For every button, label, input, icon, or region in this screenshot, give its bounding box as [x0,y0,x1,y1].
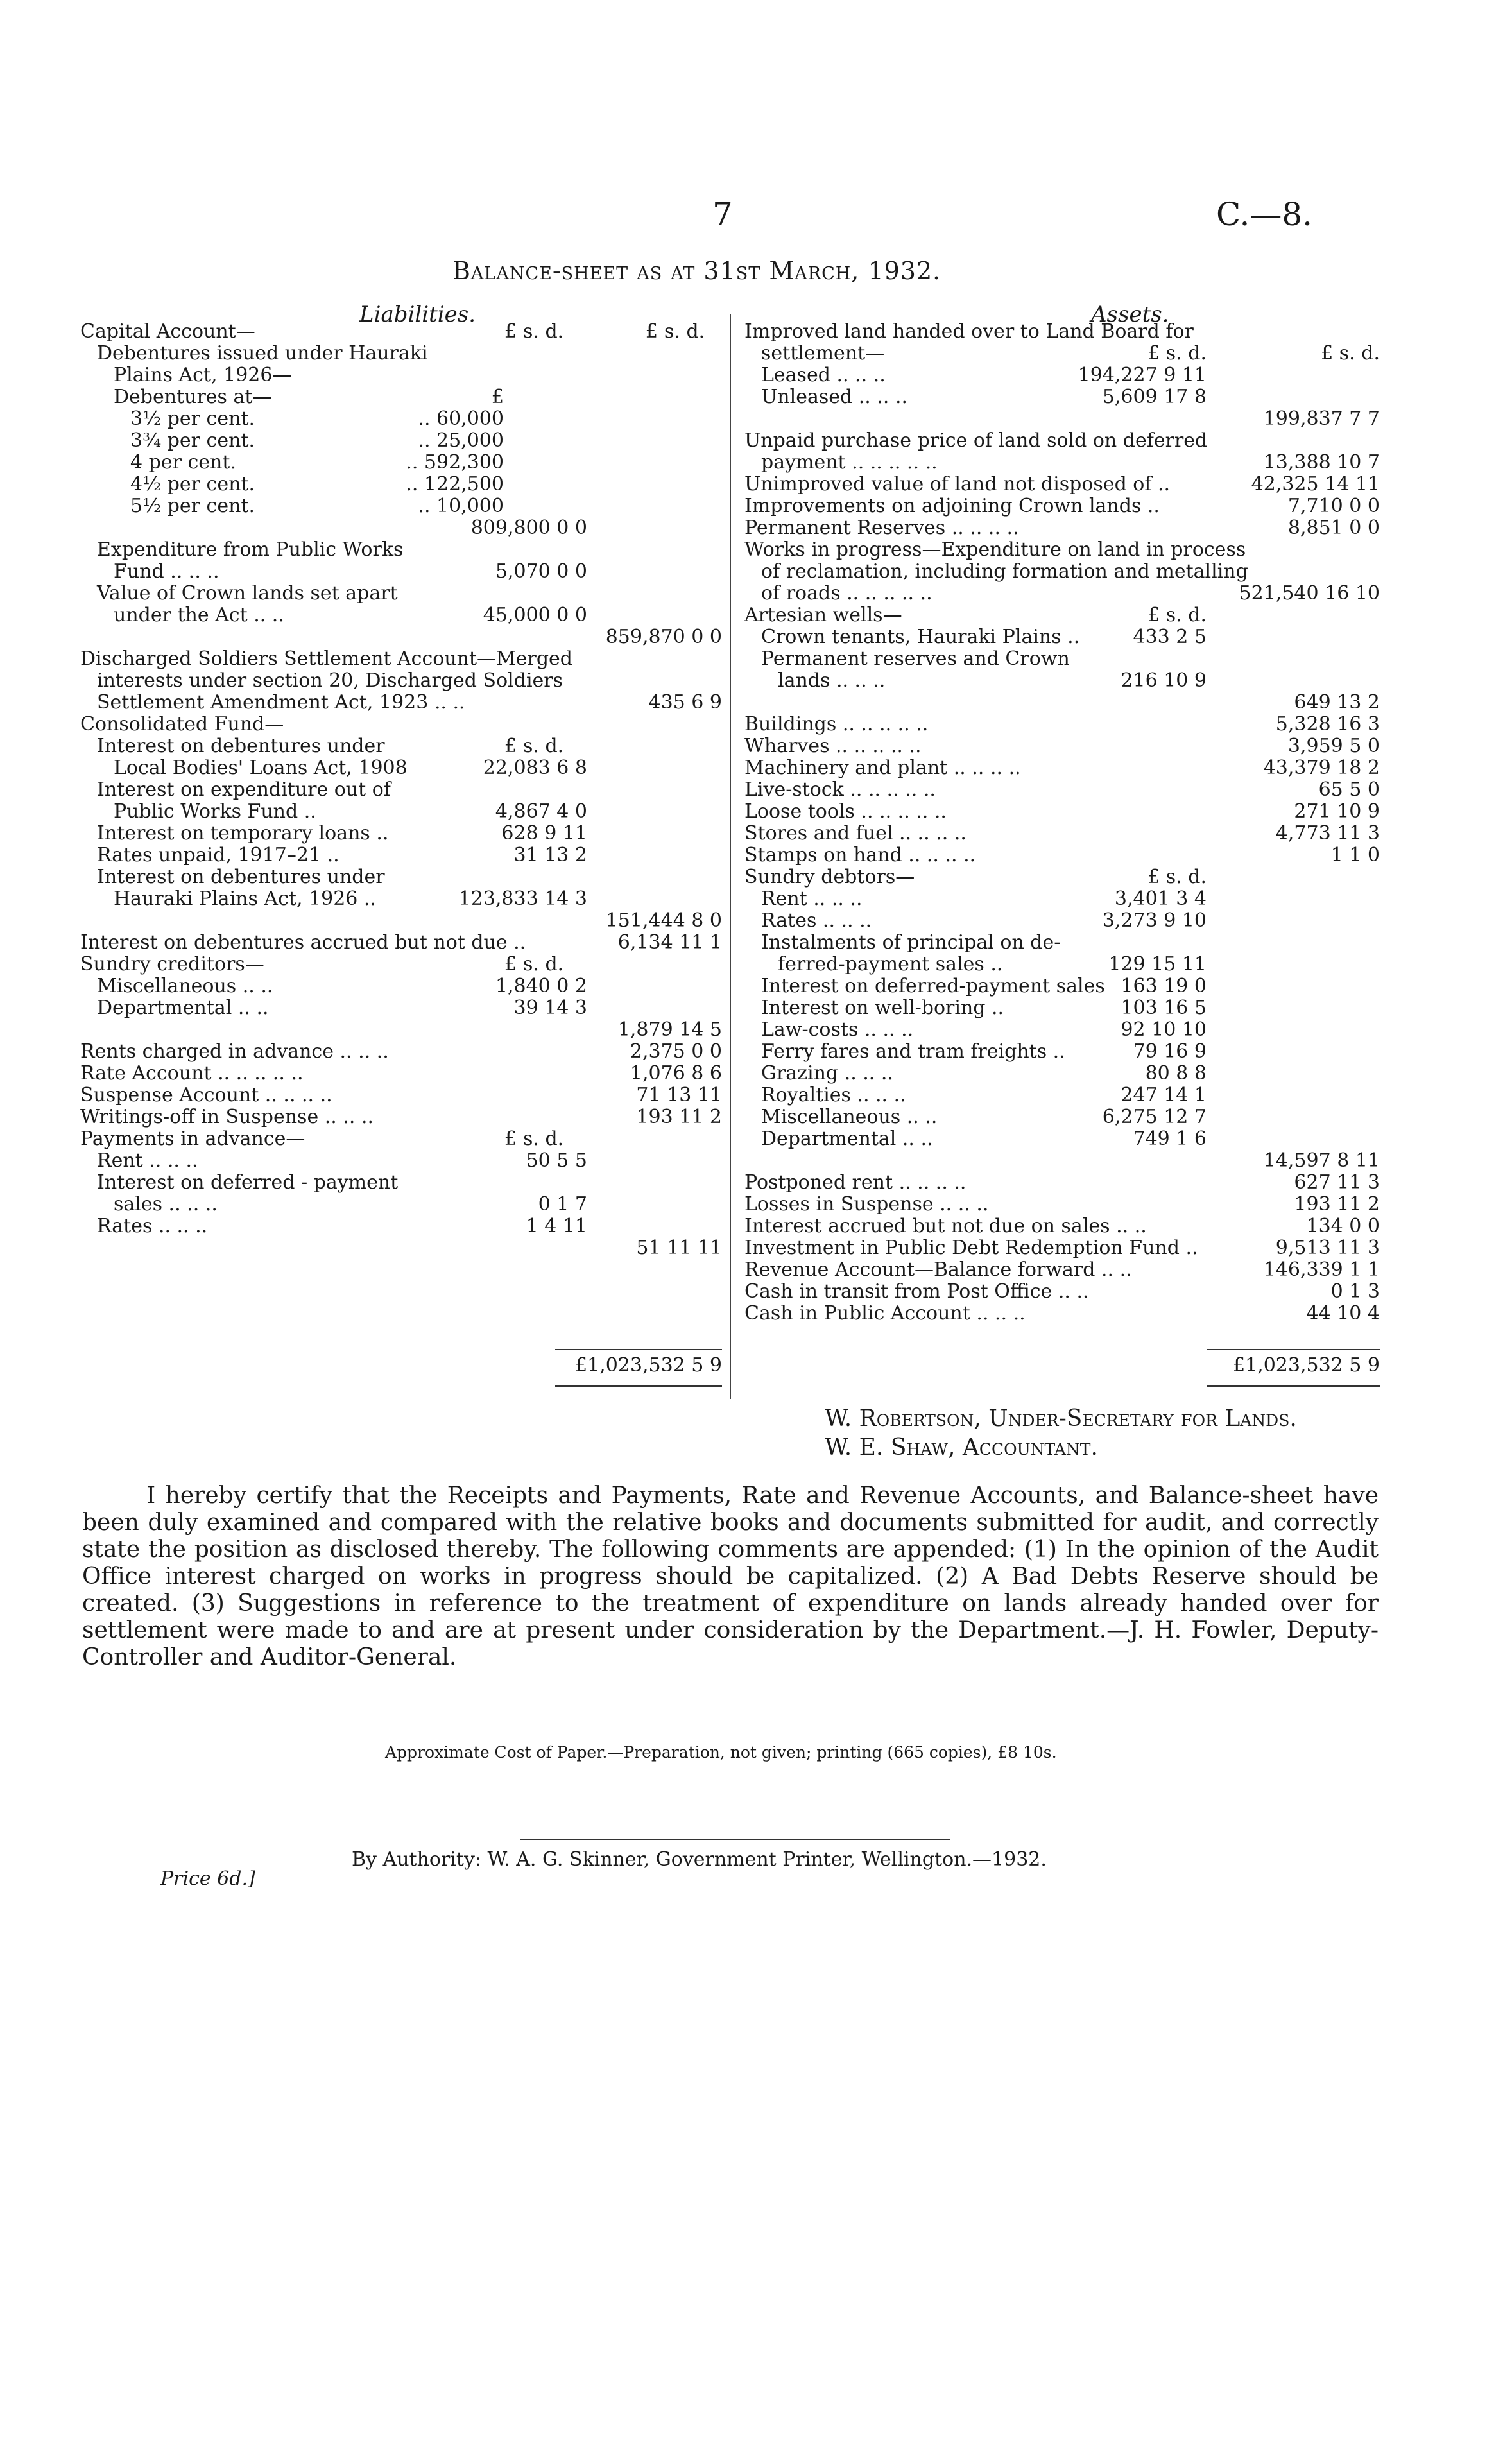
row-label: Permanent Reserves .. .. .. .. [744,517,1019,539]
printer-authority: By Authority: W. A. G. Skinner, Government Printer, Wellington.—1932. [352,1848,1047,1871]
row-amount: 1 1 0 [1330,844,1380,866]
assets-row [744,757,1386,779]
row-label: Interest on deferred-payment sales [761,975,1105,997]
row-amount: 271 10 9 [1294,800,1380,823]
row-label: Leased .. .. .. [761,364,886,386]
assets-heading: Assets. [1091,302,1169,327]
liabilities-row [80,343,722,365]
row-label: Rate Account .. .. .. .. .. [80,1062,304,1085]
liabilities-row [80,626,722,648]
row-amount: 123,833 14 3 [458,888,587,910]
row-label: ferred-payment sales .. [778,953,1003,975]
row-sub-amount: £ s. d. [1147,604,1207,626]
row-amount: 3,959 5 0 [1287,735,1380,757]
row-label: Local Bodies' Loans Act, 1908 [114,757,408,779]
liabilities-row [80,714,722,735]
row-amount: 22,083 6 8 [483,757,587,779]
document-reference: C.—8. [1216,196,1313,233]
row-total-amount: 6,134 11 1 [617,931,722,954]
liabilities-row [80,1150,722,1172]
liabilities-row [80,779,722,801]
liabilities-row [80,1194,722,1215]
assets-row [744,866,1386,888]
assets-row [744,1215,1386,1237]
liabilities-row [80,561,722,583]
row-amount: 8,851 0 0 [1287,517,1380,539]
assets-row [744,386,1386,408]
liabilities-row [80,605,722,626]
row-label: Machinery and plant .. .. .. .. [744,757,1021,779]
row-amount: 0 1 3 [1330,1280,1380,1303]
row-label: Departmental .. .. [761,1128,933,1150]
liabilities-row [80,866,722,888]
row-label: Rates .. .. .. [97,1215,208,1237]
row-label: Permanent reserves and Crown [761,648,1070,670]
row-amount: 199,837 7 7 [1263,408,1380,430]
row-label: Sundry debtors— [744,866,915,888]
assets-row [744,997,1386,1019]
row-label: Debentures issued under Hauraki [97,342,428,365]
sd-header: s. d. [523,1128,564,1150]
row-total-amount: 435 6 9 [648,691,722,714]
row-amount: 13,388 10 7 [1263,451,1380,474]
row-label: Rents charged in advance .. .. .. [80,1040,389,1063]
row-label: Unimproved value of land not disposed of .. [744,473,1171,495]
liabilities-row [80,692,722,714]
price: Price 6d.] [160,1867,255,1890]
assets-row [744,932,1386,954]
liabilities-row [80,1237,722,1259]
row-label: Rent .. .. .. [761,888,863,910]
row-label: 3½ per cent. [130,408,255,430]
liabilities-row [80,888,722,910]
row-amount: 14,597 8 11 [1263,1149,1380,1172]
liabilities-row [80,583,722,605]
row-label: Interest on debentures under [97,735,385,757]
page-title: Balance-sheet as at 31st March, 1932. [452,257,941,285]
sd-header: s. d. [523,320,564,343]
row-label: Rent .. .. .. [97,1149,198,1172]
row-sub-amount: 5,609 17 8 [1102,386,1207,408]
row-label: Hauraki Plains Act, 1926 .. [114,888,376,910]
assets-row [744,605,1386,626]
assets-row [744,975,1386,997]
assets-row [744,1281,1386,1303]
authority-rule [520,1839,950,1840]
liabilities-row [80,1215,722,1237]
assets-row [744,735,1386,757]
liabilities-row [80,932,722,954]
row-label: Interest on well-boring .. [761,997,1004,1019]
row-total-amount: 1,879 14 5 [617,1018,722,1041]
assets-row [744,365,1386,386]
row-label: Wharves .. .. .. .. .. [744,735,922,757]
row-label: Grazing .. .. .. [761,1062,893,1085]
row-sub-amount: 79 16 9 [1133,1040,1207,1063]
row-amount: 50 5 5 [526,1149,587,1172]
row-label: Live-stock .. .. .. .. .. [744,778,936,801]
sd-header: s. d. [523,953,564,975]
assets-total-rule-top [1207,1349,1380,1350]
liabilities-row [80,321,722,343]
row-label: Postponed rent .. .. .. .. [744,1171,966,1194]
assets-row [744,779,1386,801]
liabilities-row [80,845,722,866]
row-amount: £ s. d. [1321,342,1380,365]
row-total-amount: 71 13 11 [636,1084,722,1106]
assets-row [744,626,1386,648]
row-label: of roads .. .. .. .. .. [761,582,932,605]
row-amount: 65 5 0 [1318,778,1380,801]
row-sub-amount: 216 10 9 [1121,669,1207,692]
assets-row [744,954,1386,975]
row-sub-amount: 129 15 11 [1108,953,1207,975]
row-sub-amount: 247 14 1 [1121,1084,1207,1106]
liabilities-row [80,452,722,474]
row-label: 3¾ per cent. [130,429,255,452]
row-amount: 9,513 11 3 [1275,1237,1380,1259]
row-label: Cash in transit from Post Office .. .. [744,1280,1089,1303]
row-sub-amount: .. 25,000 [418,429,504,452]
liabilities-row [80,823,722,845]
row-label: Improvements on adjoining Crown lands .. [744,495,1160,517]
assets-row [744,343,1386,365]
row-amount: 134 0 0 [1306,1215,1380,1237]
row-amount: 0 1 7 [538,1193,587,1215]
row-label: Stores and fuel .. .. .. .. [744,822,966,845]
row-amount: 7,710 0 0 [1287,495,1380,517]
row-amount: 521,540 16 10 [1239,582,1380,605]
assets-row [744,430,1386,452]
row-total-amount: 193 11 2 [636,1106,722,1128]
row-label: 4 per cent. [130,451,236,474]
row-label: Debentures at— [114,386,272,408]
row-amount: 1 4 11 [526,1215,587,1237]
row-label: Crown tenants, Hauraki Plains .. [761,626,1080,648]
row-amount: 42,325 14 11 [1251,473,1380,495]
assets-row [744,801,1386,823]
row-label: Stamps on hand .. .. .. .. [744,844,976,866]
row-label: Interest accrued but not due on sales .. .. [744,1215,1147,1237]
row-label: Investment in Public Debt Redemption Fund .. [744,1237,1198,1259]
row-sub-amount: £ s. d. [1147,866,1207,888]
liabilities-row [80,539,722,561]
liabilities-row [80,757,722,779]
row-label: Unleased .. .. .. [761,386,908,408]
row-sub-amount: 92 10 10 [1121,1018,1207,1041]
assets-row [744,474,1386,495]
assets-row [744,452,1386,474]
liabilities-row [80,474,722,495]
column-divider [730,314,731,1399]
row-label: Losses in Suspense .. .. .. [744,1193,989,1215]
row-label: Departmental .. .. [97,997,269,1019]
row-label: Interest on deferred - payment [97,1171,399,1194]
row-label: of reclamation, including formation and metalling [761,560,1248,583]
row-label: Interest on debentures under [97,866,385,888]
row-label: payment .. .. .. .. .. [761,451,938,474]
sd-header: s. d. [523,735,564,757]
pounds-header: £ [645,320,658,343]
row-label: Artesian wells— [744,604,902,626]
row-sub-amount: 3,401 3 4 [1114,888,1207,910]
row-sub-amount: 194,227 9 11 [1078,364,1207,386]
assets-row [744,1259,1386,1281]
row-total-amount: 51 11 11 [636,1237,722,1259]
row-label: Public Works Fund .. [114,800,316,823]
row-label: Settlement Amendment Act, 1923 .. .. [97,691,465,714]
liabilities-row [80,495,722,517]
assets-row [744,1303,1386,1325]
audit-certificate [82,1482,1379,1671]
row-sub-amount: 6,275 12 7 [1102,1106,1207,1128]
liabilities-total: £1,023,532 5 9 [574,1354,722,1377]
row-label: Consolidated Fund— [80,713,284,735]
assets-row [744,823,1386,845]
row-label: Rates .. .. .. [761,909,872,932]
row-amount: 39 14 3 [513,997,587,1019]
row-amount: 809,800 0 0 [470,517,587,539]
liabilities-row [80,997,722,1019]
assets-row [744,692,1386,714]
row-amount: 193 11 2 [1294,1193,1380,1215]
row-sub-amount: 3,273 9 10 [1102,909,1207,932]
liabilities-table [80,321,722,1259]
assets-row [744,1237,1386,1259]
row-amount: 627 11 3 [1294,1171,1380,1194]
liabilities-row [80,735,722,757]
assets-row [744,648,1386,670]
assets-row [744,583,1386,605]
row-label: Interest on expenditure out of [97,778,391,801]
assets-row [744,1106,1386,1128]
sd-header: s. d. [664,320,705,343]
assets-row [744,495,1386,517]
assets-row [744,910,1386,932]
row-label: Instalments of principal on de- [761,931,1061,954]
row-label: Interest on temporary loans .. [97,822,389,845]
assets-row [744,561,1386,583]
liabilities-row [80,517,722,539]
row-total-amount: 859,870 0 0 [605,626,722,648]
assets-row [744,1085,1386,1106]
approximate-cost: Approximate Cost of Paper.—Preparation, not given; printing (665 copies), £8 10s. [385,1743,1057,1762]
row-label: Rates unpaid, 1917–21 .. [97,844,339,866]
row-label: Ferry fares and tram freights .. [761,1040,1065,1063]
row-label: Value of Crown lands set apart [97,582,398,605]
row-label: Cash in Public Account .. .. .. [744,1302,1026,1325]
assets-row [744,1150,1386,1172]
row-amount: 1,840 0 2 [495,975,587,997]
row-sub-amount: 749 1 6 [1133,1128,1207,1150]
row-amount: 4,773 11 3 [1275,822,1380,845]
row-label: Law-costs .. .. .. [761,1018,914,1041]
liabilities-row [80,801,722,823]
assets-row [744,1172,1386,1194]
row-label: Suspense Account .. .. .. .. [80,1084,332,1106]
assets-row [744,888,1386,910]
assets-row [744,1128,1386,1150]
row-amount: 45,000 0 0 [483,604,587,626]
liabilities-row [80,975,722,997]
liabilities-row [80,910,722,932]
pounds-header: £ [504,953,517,975]
liabilities-row [80,648,722,670]
row-label: Unpaid purchase price of land sold on deferred [744,429,1208,452]
row-sub-amount: 80 8 8 [1145,1062,1207,1085]
row-total-amount: 2,375 0 0 [630,1040,722,1063]
assets-table [744,321,1386,1325]
row-sub-amount: 433 2 5 [1133,626,1207,648]
row-amount: 43,379 18 2 [1263,757,1380,779]
liabilities-row [80,954,722,975]
assets-row [744,517,1386,539]
liabilities-total-rule-bottom [555,1385,722,1387]
row-label: Payments in advance— [80,1128,305,1150]
row-amount: 649 13 2 [1294,691,1380,714]
row-amount: 146,339 1 1 [1263,1258,1380,1281]
row-label: Works in progress—Expenditure on land in process [744,538,1246,561]
row-label: 4½ per cent. [130,473,255,495]
row-label: Plains Act, 1926— [114,364,292,386]
liabilities-row [80,670,722,692]
pounds-header: £ [504,1128,517,1150]
row-label: settlement— [761,342,885,365]
assets-row [744,1063,1386,1085]
row-label: Capital Account— [80,320,255,343]
row-label: lands .. .. .. [778,669,886,692]
liabilities-heading: Liabilities. [359,302,476,327]
row-label: Buildings .. .. .. .. .. [744,713,929,735]
liabilities-row [80,1172,722,1194]
row-sub-amount: £ s. d. [1147,342,1207,365]
row-sub-amount: .. 122,500 [406,473,504,495]
row-label: Interest on debentures accrued but not due .. [80,931,526,954]
liabilities-row [80,1063,722,1085]
liabilities-row [80,1041,722,1063]
assets-total: £1,023,532 5 9 [1232,1354,1380,1377]
row-sub-amount: 163 19 0 [1121,975,1207,997]
row-sub-amount: 103 16 5 [1121,997,1207,1019]
row-total-amount: 151,444 8 0 [605,909,722,932]
liabilities-row [80,1106,722,1128]
row-label: Revenue Account—Balance forward .. .. [744,1258,1132,1281]
liabilities-row [80,1128,722,1150]
assets-row [744,714,1386,735]
liabilities-row [80,1019,722,1041]
assets-row [744,539,1386,561]
row-label: Expenditure from Public Works [97,538,404,561]
signature-robertson: W. Robertson, Under-Secretary for Lands. [825,1405,1297,1432]
row-amount: 44 10 4 [1306,1302,1380,1325]
row-amount: 4,867 4 0 [495,800,587,823]
row-sub-amount: .. 10,000 [418,495,504,517]
row-label: Royalties .. .. .. [761,1084,906,1106]
page-number: 7 [712,196,733,233]
liabilities-row [80,430,722,452]
row-amount: 628 9 11 [501,822,587,845]
liabilities-row [80,1085,722,1106]
row-label: under the Act .. .. [114,604,284,626]
row-label: sales .. .. .. [114,1193,218,1215]
row-amount: 5,070 0 0 [495,560,587,583]
assets-row [744,1041,1386,1063]
row-total-amount: 1,076 8 6 [630,1062,722,1085]
row-label: Fund .. .. .. [114,560,219,583]
assets-row [744,321,1386,343]
pounds-header: £ [504,320,517,343]
row-label: Discharged Soldiers Settlement Account—Merged [80,648,573,670]
pounds-header: £ [504,735,517,757]
certificate-text: I hereby certify that the Receipts and Payments, Rate and Revenue Accounts, and Balance-sheet have been duly examined and compared with the relative books and documents submitted for audit, and correctly state the position as disclosed thereby. The following comments are appended: (1) In the opinion of the Audit Office interest charged on works in progress should be capitalized. (2) A Bad Debts Reserve should be created. (3) Suggestions in reference to the treatment of expenditure on lands already handed over for settlement were made to and are at present under consideration by the Department.—J. H. Fowler, Deputy-Controller and Auditor-General. [82,1482,1379,1670]
signature-shaw: W. E. Shaw, Accountant. [825,1434,1098,1461]
liabilities-row [80,408,722,430]
liabilities-row [80,386,722,408]
row-sub-amount: £ [491,386,504,408]
row-label: Improved land handed over to Land Board for [744,320,1194,343]
row-sub-amount: .. 592,300 [406,451,504,474]
row-label: Miscellaneous .. .. [761,1106,938,1128]
assets-row [744,845,1386,866]
row-sub-amount: .. 60,000 [418,408,504,430]
assets-row [744,1194,1386,1215]
liabilities-total-rule-top [555,1349,722,1350]
assets-row [744,670,1386,692]
row-label: 5½ per cent. [130,495,255,517]
assets-total-rule-bottom [1207,1385,1380,1387]
liabilities-row [80,365,722,386]
row-label: interests under section 20, Discharged Soldiers [97,669,563,692]
row-label: Sundry creditors— [80,953,264,975]
row-label: Miscellaneous .. .. [97,975,273,997]
row-label: Loose tools .. .. .. .. .. [744,800,947,823]
row-amount: 5,328 16 3 [1275,713,1380,735]
assets-row [744,408,1386,430]
assets-row [744,1019,1386,1041]
row-label: Writings-off in Suspense .. .. .. [80,1106,374,1128]
row-amount: 31 13 2 [513,844,587,866]
